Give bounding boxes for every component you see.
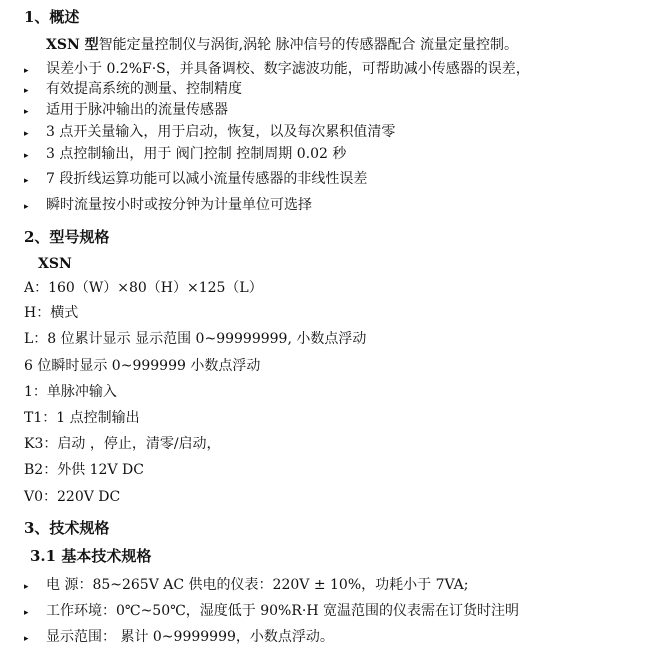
overview-bullet-item: 3 点控制输出，用于 阀门控制 控制周期 0.02 秒 <box>46 146 347 162</box>
overview-intro-text: 智能定量控制仪与涡街,涡轮 脉冲信号的传感器配合 流量定量控制。 <box>98 37 519 53</box>
section-heading-tech: 3、技术规格 <box>24 519 110 537</box>
bullet-icon: ▸ <box>24 151 29 161</box>
bullet-icon: ▸ <box>24 107 29 117</box>
model-spec-line: K3：启动 ，停止，清零/启动， <box>24 436 221 452</box>
model-spec-line: L：8 位累计显示 显示范围 0~99999999, 小数点浮动 <box>24 331 367 347</box>
bullet-icon: ▸ <box>24 202 29 212</box>
bullet-icon: ▸ <box>24 608 29 618</box>
tech-bullet-item: 显示范围： 累计 0~9999999，小数点浮动。 <box>46 629 334 645</box>
tech-bullet-item: 电 源：85~265V AC 供电的仪表：220V ± 10%，功耗小于 7VA; <box>46 577 469 593</box>
bullet-icon: ▸ <box>24 129 29 139</box>
overview-bullet-item: 适用于脉冲输出的流量传感器 <box>46 102 228 118</box>
model-spec-line: A：160（W）×80（H）×125（L） <box>24 280 263 296</box>
overview-intro <box>46 36 518 54</box>
section-subheading-basic-tech: 3.1 基本技术规格 <box>30 547 152 565</box>
tech-bullet-item: 工作环境：0℃~50℃，湿度低于 90%R·H 宽温范围的仪表需在订货时注明 <box>46 603 519 619</box>
overview-intro-model: XSN 型 <box>46 37 99 53</box>
bullet-icon: ▸ <box>24 86 29 96</box>
bullet-icon: ▸ <box>24 66 29 76</box>
overview-bullet-item: 7 段折线运算功能可以减小流量传感器的非线性误差 <box>46 171 368 187</box>
overview-bullet-item: 瞬时流量按小时或按分钟为计量单位可选择 <box>46 197 312 213</box>
bullet-icon: ▸ <box>24 582 29 592</box>
model-spec-line: 1：单脉冲输入 <box>24 384 117 400</box>
model-spec-line: V0：220V DC <box>24 489 121 505</box>
overview-bullet-item: 有效提高系统的测量、控制精度 <box>46 81 242 97</box>
overview-bullet-item: 误差小于 0.2%F·S，并具备调校、数字滤波功能，可帮助减小传感器的误差， <box>46 61 530 77</box>
overview-bullet-item: 3 点开关量输入，用于启动，恢复，以及每次累积值清零 <box>46 124 396 140</box>
section-heading-model: 2、型号规格 <box>24 228 110 246</box>
model-spec-line: 6 位瞬时显示 0~999999 小数点浮动 <box>24 358 261 374</box>
model-spec-line: T1：1 点控制输出 <box>24 410 140 426</box>
bullet-icon: ▸ <box>24 176 29 186</box>
model-spec-line: B2：外供 12V DC <box>24 462 144 478</box>
section-heading-overview: 1、概述 <box>24 8 80 26</box>
model-name: XSN <box>38 256 72 272</box>
model-spec-line: H：横式 <box>24 305 79 321</box>
bullet-icon: ▸ <box>24 634 29 644</box>
